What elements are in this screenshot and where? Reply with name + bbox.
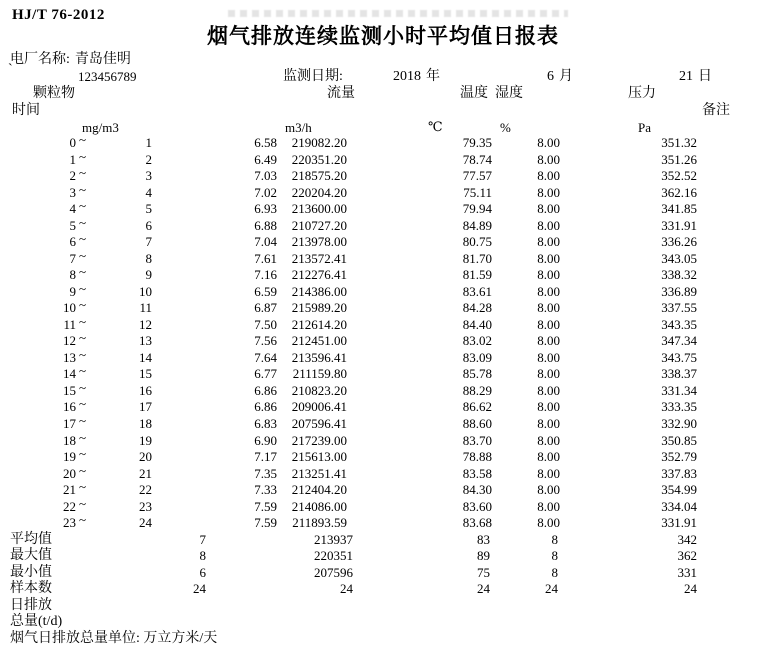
cell-flow: 214086.00 bbox=[291, 498, 347, 514]
tilde-mark: ~ bbox=[79, 512, 87, 528]
col-header-particulate: 颗粒物 bbox=[33, 86, 75, 101]
cell-flow: 220351.20 bbox=[291, 151, 347, 167]
cell-temp: 83.09 bbox=[462, 349, 492, 365]
summary-value: 220351 bbox=[314, 548, 353, 564]
tilde-mark: ~ bbox=[79, 297, 87, 313]
table-row bbox=[0, 429, 766, 450]
cell-temp: 84.40 bbox=[462, 316, 492, 332]
cell-to: 7 bbox=[145, 234, 152, 250]
cell-from: 7 bbox=[69, 250, 76, 266]
unit-particulate: mg/m3 bbox=[82, 120, 119, 135]
table-row bbox=[0, 231, 766, 251]
cell-hum: 8.00 bbox=[537, 416, 560, 431]
cell-from: 3 bbox=[69, 184, 76, 200]
cell-to: 2 bbox=[145, 151, 152, 167]
cell-pres: 333.35 bbox=[661, 399, 697, 415]
month-unit: 月 bbox=[559, 69, 573, 84]
cell-pres: 343.05 bbox=[661, 250, 697, 266]
table-row bbox=[0, 379, 766, 400]
cell-temp: 78.88 bbox=[462, 449, 492, 465]
cell-pm: 7.59 bbox=[254, 515, 277, 531]
tilde-mark: ~ bbox=[79, 396, 87, 412]
cell-pm: 6.86 bbox=[254, 382, 277, 398]
cell-hum: 8.00 bbox=[537, 482, 560, 498]
unit-pressure: Pa bbox=[638, 120, 651, 135]
cell-to: 10 bbox=[139, 283, 152, 299]
cell-hum: 8.00 bbox=[537, 366, 560, 382]
cell-pm: 6.90 bbox=[254, 432, 277, 448]
cell-pres: 343.75 bbox=[661, 349, 697, 365]
table-row bbox=[0, 479, 766, 499]
cell-to: 8 bbox=[145, 250, 152, 266]
summary-value: 342 bbox=[677, 531, 697, 547]
cell-temp: 83.70 bbox=[462, 432, 492, 448]
cell-flow: 209006.41 bbox=[291, 399, 347, 415]
cell-pm: 7.03 bbox=[254, 168, 277, 184]
table-row bbox=[0, 346, 766, 367]
cell-to: 4 bbox=[145, 184, 152, 200]
cell-hum: 8.00 bbox=[537, 300, 560, 316]
cell-temp: 88.29 bbox=[462, 382, 492, 398]
col-header-pressure: 压力 bbox=[628, 86, 656, 101]
cell-from: 16 bbox=[63, 399, 76, 415]
cell-flow: 207596.41 bbox=[291, 416, 347, 431]
cell-temp: 79.94 bbox=[462, 201, 492, 217]
cell-pres: 336.89 bbox=[661, 283, 697, 299]
summary-value: 207596 bbox=[314, 564, 353, 580]
cell-pm: 7.35 bbox=[254, 465, 277, 481]
cell-from: 21 bbox=[63, 482, 76, 498]
cell-to: 13 bbox=[139, 333, 152, 349]
summary-row bbox=[0, 565, 766, 582]
summary-value: 8 bbox=[551, 564, 558, 580]
cell-pres: 331.34 bbox=[661, 382, 697, 398]
cell-hum: 8.00 bbox=[537, 151, 560, 167]
cell-flow: 220204.20 bbox=[291, 184, 347, 200]
summary-row bbox=[0, 548, 766, 565]
cell-to: 12 bbox=[139, 316, 152, 332]
cell-pres: 351.32 bbox=[661, 135, 697, 150]
cell-temp: 77.57 bbox=[462, 168, 492, 184]
cell-hum: 8.00 bbox=[537, 432, 560, 448]
monitor-date-day bbox=[679, 69, 712, 84]
cell-to: 1 bbox=[145, 135, 152, 150]
cell-pres: 331.91 bbox=[661, 515, 697, 531]
year-value: 2018 bbox=[393, 69, 421, 84]
cell-pm: 7.17 bbox=[254, 449, 277, 465]
summary-value: 8 bbox=[551, 531, 558, 547]
cell-pm: 7.33 bbox=[254, 482, 277, 498]
cell-flow: 213596.41 bbox=[291, 349, 347, 365]
cell-hum: 8.00 bbox=[537, 515, 560, 531]
cell-from: 2 bbox=[69, 168, 76, 184]
cell-pm: 7.04 bbox=[254, 234, 277, 250]
cell-hum: 8.00 bbox=[537, 333, 560, 349]
cell-flow: 214386.00 bbox=[291, 283, 347, 299]
col-header-humidity: 湿度 bbox=[495, 86, 523, 101]
tilde-mark: ~ bbox=[79, 165, 87, 181]
cell-temp: 83.60 bbox=[462, 498, 492, 514]
cell-to: 15 bbox=[139, 366, 152, 382]
monitor-date-year bbox=[393, 69, 440, 84]
tilde-mark: ~ bbox=[79, 479, 87, 495]
cell-hum: 8.00 bbox=[537, 498, 560, 514]
cell-flow: 215613.00 bbox=[291, 449, 347, 465]
summary-value: 75 bbox=[477, 564, 490, 580]
col-header-remark: 备注 bbox=[702, 103, 730, 118]
tilde-mark: ~ bbox=[79, 462, 87, 478]
cell-flow: 212451.00 bbox=[291, 333, 347, 349]
cell-pres: 338.32 bbox=[661, 267, 697, 283]
cell-from: 20 bbox=[63, 465, 76, 481]
cell-flow: 210823.20 bbox=[291, 382, 347, 398]
cell-hum: 8.00 bbox=[537, 267, 560, 283]
cell-flow: 211159.80 bbox=[292, 366, 347, 382]
table-row bbox=[0, 181, 766, 202]
cell-temp: 81.70 bbox=[462, 250, 492, 266]
summary-value: 213937 bbox=[314, 531, 353, 547]
cell-pres: 336.26 bbox=[661, 234, 697, 250]
cell-flow: 212276.41 bbox=[291, 267, 347, 283]
table-row bbox=[0, 495, 766, 516]
summary-label: 最大值 bbox=[10, 548, 52, 564]
monitor-date-label: 监测日期: bbox=[283, 69, 343, 84]
col-header-flow: 流量 bbox=[327, 86, 355, 101]
table-row bbox=[0, 396, 766, 416]
summary-value: 24 bbox=[477, 581, 490, 597]
cell-from: 5 bbox=[69, 217, 76, 233]
cell-to: 5 bbox=[145, 201, 152, 217]
cell-flow: 213600.00 bbox=[291, 201, 347, 217]
standard-code: HJ/T 76-2012 bbox=[12, 7, 105, 23]
tilde-mark: ~ bbox=[79, 363, 87, 379]
cell-from: 22 bbox=[63, 498, 76, 514]
table-row bbox=[0, 363, 766, 383]
tilde-mark: ~ bbox=[79, 264, 87, 280]
cell-to: 3 bbox=[145, 168, 152, 184]
scan-smudge-artifact bbox=[228, 10, 568, 17]
cell-flow: 213251.41 bbox=[291, 465, 347, 481]
cell-pm: 7.16 bbox=[254, 267, 277, 283]
tilde-mark: ~ bbox=[79, 132, 87, 147]
cell-from: 12 bbox=[63, 333, 76, 349]
cell-from: 18 bbox=[63, 432, 76, 448]
cell-pres: 351.26 bbox=[661, 151, 697, 167]
daily-emission-label: 日排放 bbox=[10, 598, 52, 613]
summary-label: 最小值 bbox=[10, 564, 52, 580]
cell-flow: 213978.00 bbox=[291, 234, 347, 250]
cell-to: 16 bbox=[139, 382, 152, 398]
cell-pres: 337.83 bbox=[661, 465, 697, 481]
table-row bbox=[0, 330, 766, 350]
cell-pm: 7.56 bbox=[254, 333, 277, 349]
cell-hum: 8.00 bbox=[537, 399, 560, 415]
tilde-mark: ~ bbox=[79, 231, 87, 247]
page-title: 烟气排放连续监测小时平均值日报表 bbox=[207, 24, 559, 48]
tilde-mark: ~ bbox=[79, 198, 87, 214]
cell-to: 17 bbox=[139, 399, 152, 415]
summary-value: 83 bbox=[477, 531, 490, 547]
table-row bbox=[0, 313, 766, 334]
cell-hum: 8.00 bbox=[537, 184, 560, 200]
cell-hum: 8.00 bbox=[537, 250, 560, 266]
tilde-mark: ~ bbox=[79, 413, 87, 428]
cell-pm: 7.64 bbox=[254, 349, 277, 365]
cell-hum: 8.00 bbox=[537, 135, 560, 150]
col-header-temperature: 温度 bbox=[460, 86, 488, 101]
table-row bbox=[0, 132, 766, 152]
tilde-mark: ~ bbox=[79, 148, 87, 164]
summary-label: 样本数 bbox=[10, 581, 52, 597]
summary-value: 8 bbox=[199, 548, 206, 564]
cell-hum: 8.00 bbox=[537, 382, 560, 398]
cell-temp: 83.61 bbox=[462, 283, 492, 299]
summary-value: 331 bbox=[677, 564, 697, 580]
cell-temp: 83.58 bbox=[462, 465, 492, 481]
plant-name-value: 青岛佳明 bbox=[74, 52, 131, 67]
cell-hum: 8.00 bbox=[537, 234, 560, 250]
summary-value: 7 bbox=[199, 531, 206, 547]
cell-hum: 8.00 bbox=[537, 465, 560, 481]
cell-pres: 354.99 bbox=[661, 482, 697, 498]
cell-to: 23 bbox=[139, 498, 152, 514]
cell-from: 9 bbox=[69, 283, 76, 299]
cell-pres: 352.79 bbox=[661, 449, 697, 465]
cell-pm: 7.59 bbox=[254, 498, 277, 514]
cell-temp: 83.68 bbox=[462, 515, 492, 531]
cell-flow: 213572.41 bbox=[291, 250, 347, 266]
tilde-mark: ~ bbox=[79, 313, 87, 329]
cell-flow: 210727.20 bbox=[291, 217, 347, 233]
cell-to: 24 bbox=[139, 515, 152, 531]
plant-name-line bbox=[10, 52, 131, 67]
cell-temp: 88.60 bbox=[462, 416, 492, 431]
cell-temp: 80.75 bbox=[462, 234, 492, 250]
unit-humidity: % bbox=[500, 120, 511, 135]
cell-to: 14 bbox=[139, 349, 152, 365]
cell-from: 6 bbox=[69, 234, 76, 250]
month-value: 6 bbox=[547, 69, 554, 84]
tilde-mark: ~ bbox=[79, 247, 87, 263]
tilde-mark: ~ bbox=[79, 280, 87, 296]
tilde-mark: ~ bbox=[79, 346, 87, 362]
cell-to: 9 bbox=[145, 267, 152, 283]
cell-pm: 6.83 bbox=[254, 416, 277, 431]
cell-to: 6 bbox=[145, 217, 152, 233]
cell-hum: 8.00 bbox=[537, 217, 560, 233]
cell-flow: 218575.20 bbox=[291, 168, 347, 184]
summary-row bbox=[0, 581, 766, 598]
table-row bbox=[0, 214, 766, 235]
cell-pres: 347.34 bbox=[661, 333, 697, 349]
table-row bbox=[0, 462, 766, 483]
cell-flow: 212404.20 bbox=[291, 482, 347, 498]
cell-pm: 6.77 bbox=[254, 366, 277, 382]
cell-from: 8 bbox=[69, 267, 76, 283]
cell-flow: 211893.59 bbox=[292, 515, 347, 531]
table-row bbox=[0, 264, 766, 284]
cell-pm: 7.02 bbox=[254, 184, 277, 200]
monitor-date-month bbox=[547, 69, 573, 84]
tilde-mark: ~ bbox=[79, 330, 87, 346]
cell-temp: 84.30 bbox=[462, 482, 492, 498]
cell-from: 23 bbox=[63, 515, 76, 531]
cell-from: 11 bbox=[63, 316, 76, 332]
cell-temp: 81.59 bbox=[462, 267, 492, 283]
table-row bbox=[0, 148, 766, 169]
tilde-mark: ~ bbox=[79, 495, 87, 511]
table-row bbox=[0, 198, 766, 218]
flue-gas-unit-note: 烟气日排放总量单位: 万立方米/天 bbox=[10, 631, 218, 646]
cell-from: 1 bbox=[69, 151, 76, 167]
tilde-mark: ~ bbox=[79, 429, 87, 445]
cell-temp: 84.28 bbox=[462, 300, 492, 316]
day-value: 21 bbox=[679, 69, 693, 84]
cell-temp: 75.11 bbox=[463, 184, 492, 200]
tilde-mark: ~ bbox=[79, 379, 87, 395]
table-row bbox=[0, 247, 766, 268]
cell-pres: 350.85 bbox=[661, 432, 697, 448]
cell-to: 22 bbox=[139, 482, 152, 498]
col-header-time: 时间 bbox=[12, 103, 40, 118]
cell-pres: 362.16 bbox=[661, 184, 697, 200]
summary-value: 362 bbox=[677, 548, 697, 564]
cell-pm: 6.88 bbox=[254, 217, 277, 233]
cell-pm: 6.86 bbox=[254, 399, 277, 415]
summary-label: 平均值 bbox=[10, 531, 52, 547]
tilde-mark: ~ bbox=[79, 446, 87, 462]
cell-pres: 343.35 bbox=[661, 316, 697, 332]
cell-temp: 78.74 bbox=[462, 151, 492, 167]
plant-name-label: 电厂名称: bbox=[10, 52, 70, 67]
summary-value: 8 bbox=[551, 548, 558, 564]
cell-pm: 7.50 bbox=[254, 316, 277, 332]
plant-serial-number: 123456789 bbox=[78, 69, 137, 84]
cell-temp: 79.35 bbox=[462, 135, 492, 150]
cell-pm: 6.87 bbox=[254, 300, 277, 316]
cell-temp: 85.78 bbox=[462, 366, 492, 382]
serial-tick-mark: ` bbox=[8, 62, 13, 77]
cell-from: 4 bbox=[69, 201, 76, 217]
cell-from: 15 bbox=[63, 382, 76, 398]
summary-row bbox=[0, 532, 766, 549]
cell-to: 19 bbox=[139, 432, 152, 448]
cell-pres: 341.85 bbox=[661, 201, 697, 217]
cell-hum: 8.00 bbox=[537, 349, 560, 365]
cell-pres: 334.04 bbox=[661, 498, 697, 514]
cell-pres: 332.90 bbox=[661, 416, 697, 431]
cell-to: 18 bbox=[139, 416, 152, 431]
summary-value: 24 bbox=[684, 581, 697, 597]
day-unit: 日 bbox=[698, 69, 712, 84]
cell-hum: 8.00 bbox=[537, 316, 560, 332]
cell-pres: 331.91 bbox=[661, 217, 697, 233]
tilde-mark: ~ bbox=[79, 214, 87, 230]
table-row bbox=[0, 280, 766, 301]
cell-to: 20 bbox=[139, 449, 152, 465]
summary-value: 89 bbox=[477, 548, 490, 564]
cell-pm: 6.58 bbox=[254, 135, 277, 150]
cell-flow: 219082.20 bbox=[291, 135, 347, 150]
unit-flow: m3/h bbox=[285, 120, 312, 135]
cell-hum: 8.00 bbox=[537, 201, 560, 217]
cell-from: 0 bbox=[69, 135, 76, 150]
cell-from: 17 bbox=[63, 416, 76, 431]
cell-pres: 352.52 bbox=[661, 168, 697, 184]
cell-pres: 337.55 bbox=[661, 300, 697, 316]
summary-value: 24 bbox=[545, 581, 558, 597]
summary-value: 24 bbox=[340, 581, 353, 597]
cell-to: 21 bbox=[139, 465, 152, 481]
cell-temp: 83.02 bbox=[462, 333, 492, 349]
summary-value: 24 bbox=[193, 581, 206, 597]
summary-value: 6 bbox=[199, 564, 206, 580]
cell-pm: 6.93 bbox=[254, 201, 277, 217]
year-unit: 年 bbox=[426, 69, 440, 84]
cell-pres: 338.37 bbox=[661, 366, 697, 382]
cell-flow: 217239.00 bbox=[291, 432, 347, 448]
cell-from: 19 bbox=[63, 449, 76, 465]
unit-temperature: ℃ bbox=[428, 119, 443, 134]
cell-temp: 86.62 bbox=[462, 399, 492, 415]
cell-temp: 84.89 bbox=[462, 217, 492, 233]
cell-hum: 8.00 bbox=[537, 449, 560, 465]
cell-from: 10 bbox=[63, 300, 76, 316]
table-row bbox=[0, 512, 766, 532]
cell-flow: 212614.20 bbox=[291, 316, 347, 332]
table-row bbox=[0, 165, 766, 185]
tilde-mark: ~ bbox=[79, 181, 87, 197]
cell-pm: 7.61 bbox=[254, 250, 277, 266]
cell-from: 14 bbox=[63, 366, 76, 382]
cell-hum: 8.00 bbox=[537, 283, 560, 299]
cell-from: 13 bbox=[63, 349, 76, 365]
cell-pm: 6.59 bbox=[254, 283, 277, 299]
daily-total-label: 总量(t/d) bbox=[10, 614, 63, 629]
cell-flow: 215989.20 bbox=[291, 300, 347, 316]
cell-to: 11 bbox=[139, 300, 152, 316]
table-row bbox=[0, 446, 766, 466]
table-row bbox=[0, 413, 766, 433]
table-row bbox=[0, 297, 766, 317]
cell-pm: 6.49 bbox=[254, 151, 277, 167]
cell-hum: 8.00 bbox=[537, 168, 560, 184]
